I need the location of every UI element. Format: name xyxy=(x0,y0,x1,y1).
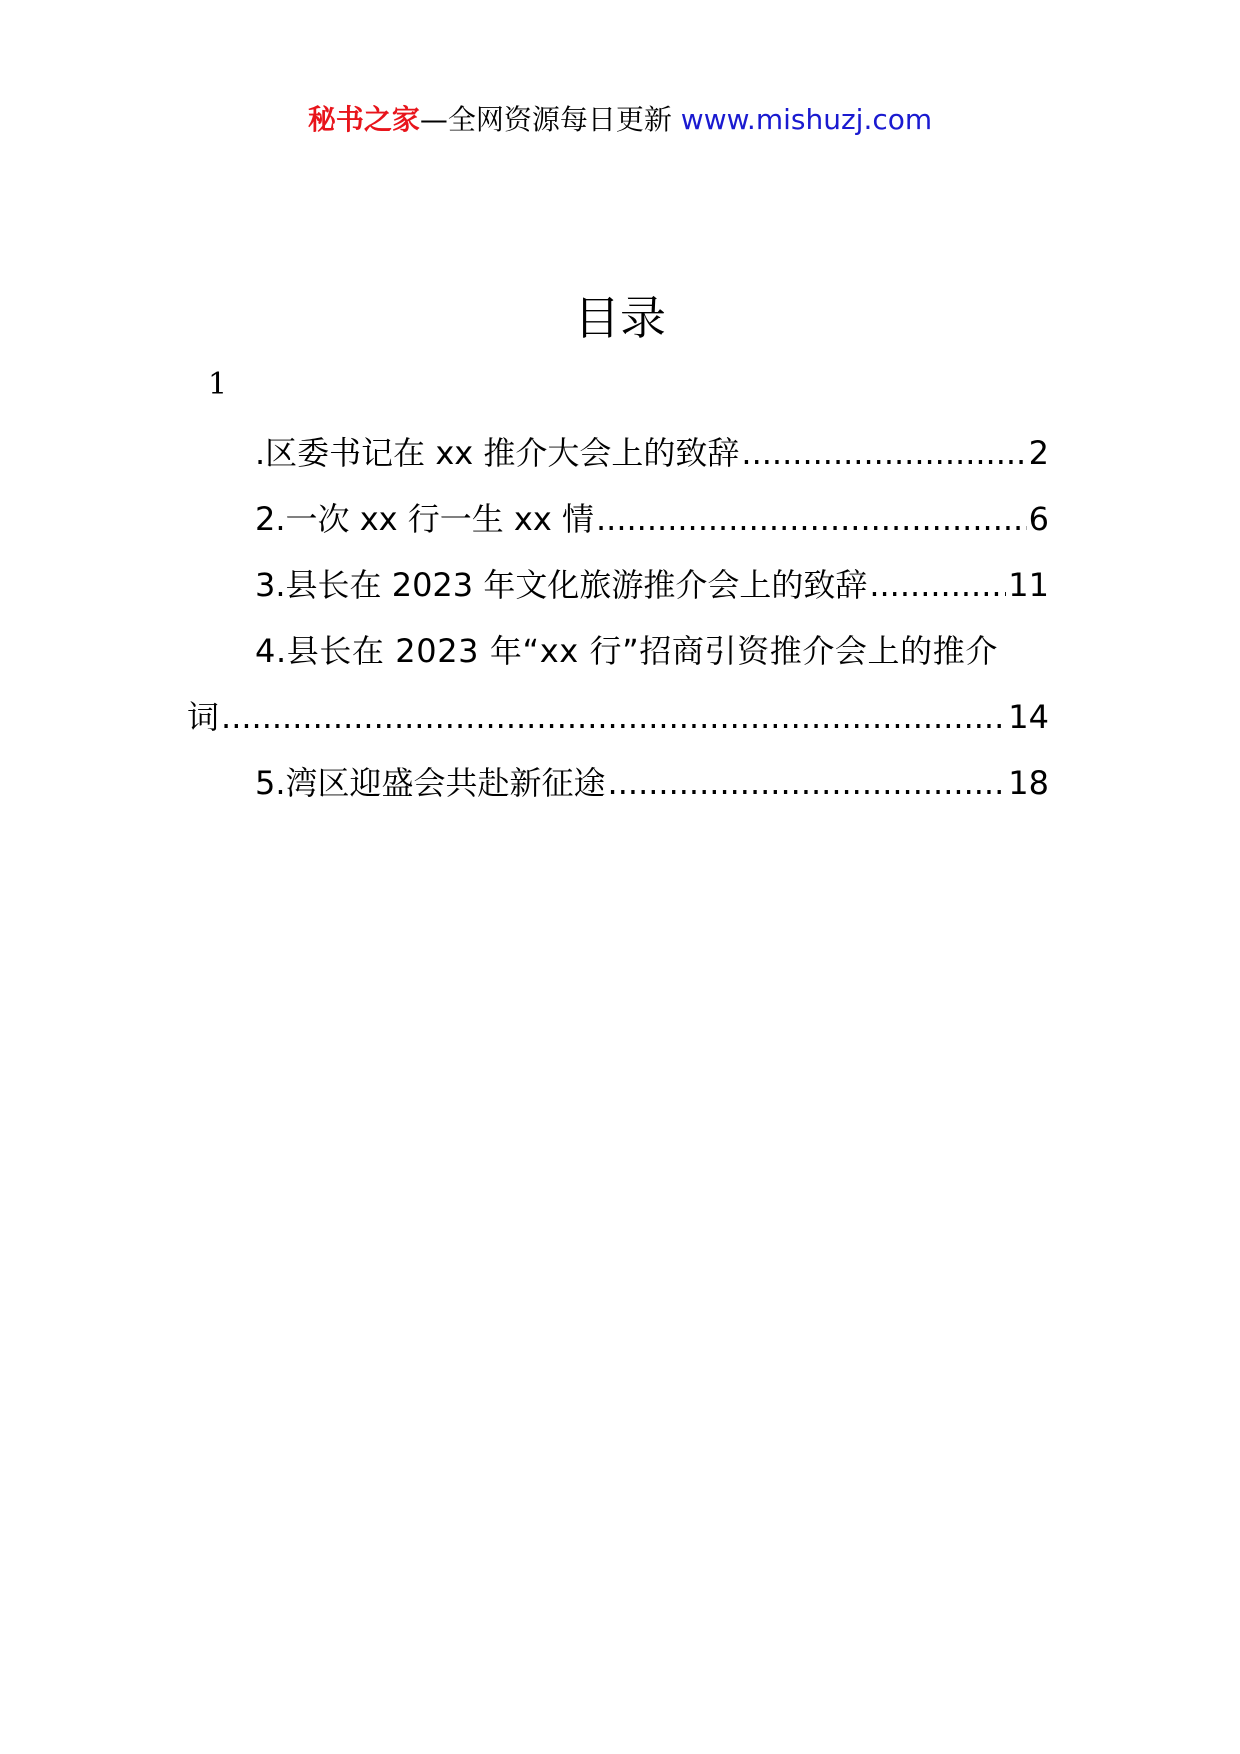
brand-name: 秘书之家 xyxy=(307,103,420,136)
table-of-contents xyxy=(187,420,1049,816)
website-link[interactable]: www.mishuzj.com xyxy=(680,103,933,136)
toc-entry[interactable] xyxy=(187,420,1049,486)
toc-entry[interactable] xyxy=(187,750,1049,816)
toc-entry-title: .区委书记在 xx 推介大会上的致辞 xyxy=(255,434,740,472)
toc-entry-continuation xyxy=(187,684,1049,750)
toc-entry-page: 18 xyxy=(1008,764,1049,802)
page-marker: 1 xyxy=(208,367,228,402)
dot-leader xyxy=(221,684,1006,750)
toc-entry-title-line1: 4.县长在 2023 年“xx 行”招商引资推介会上的推介 xyxy=(255,632,998,670)
site-header xyxy=(0,100,1240,140)
toc-entry[interactable] xyxy=(187,552,1049,618)
toc-entry-page: 11 xyxy=(1008,566,1049,604)
header-tagline: —全网资源每日更新 xyxy=(419,103,672,136)
toc-entry-title: 5.湾区迎盛会共赴新征途 xyxy=(255,764,606,802)
toc-entry-title: 3.县长在 2023 年文化旅游推介会上的致辞 xyxy=(255,566,868,604)
dot-leader xyxy=(596,486,1027,552)
dot-leader xyxy=(741,420,1026,486)
dot-leader xyxy=(608,750,1007,816)
toc-entry-page: 6 xyxy=(1028,500,1049,538)
toc-entry-page: 2 xyxy=(1028,434,1049,472)
toc-entry-title-line2: 词 xyxy=(187,698,220,736)
toc-title: 目录 xyxy=(574,291,666,345)
toc-entry-title: 2.一次 xx 行一生 xx 情 xyxy=(255,500,594,538)
toc-entry-wrapped[interactable] xyxy=(187,618,1049,750)
dot-leader xyxy=(869,552,1006,618)
toc-entry[interactable] xyxy=(187,486,1049,552)
toc-entry-page: 14 xyxy=(1008,698,1049,736)
